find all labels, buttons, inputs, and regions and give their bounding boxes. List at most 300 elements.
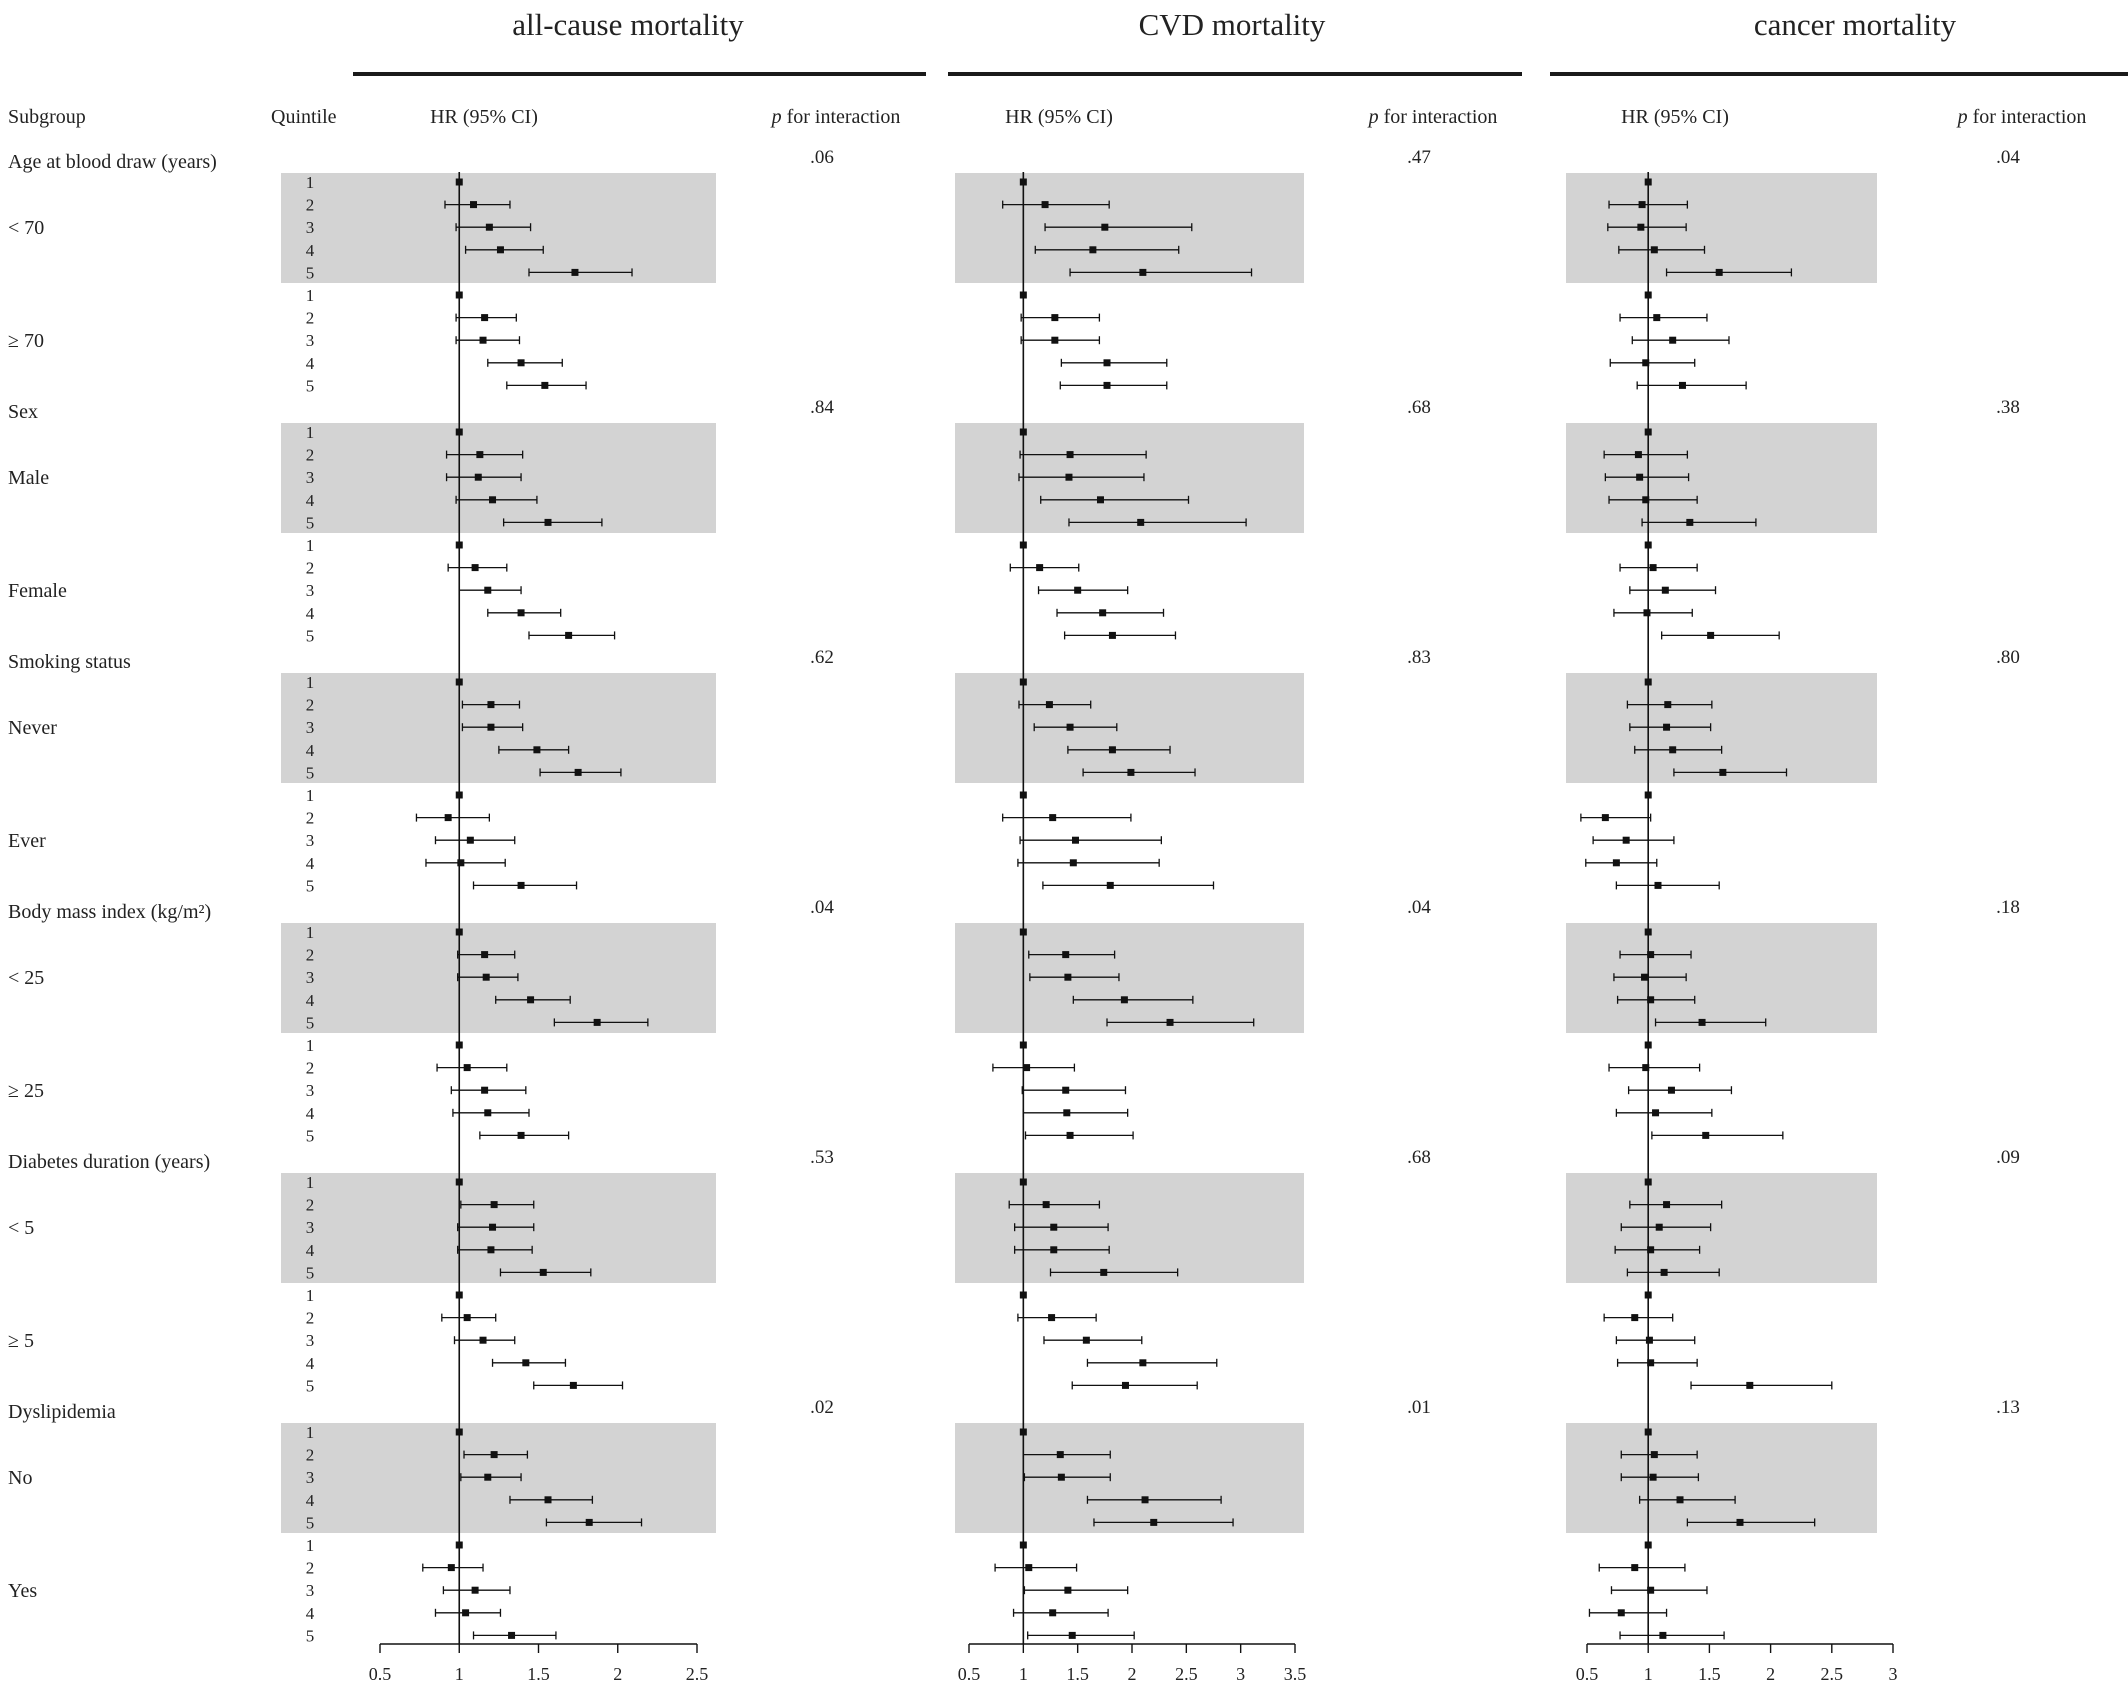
hr-point bbox=[1602, 814, 1609, 821]
quintile-label: 2 bbox=[305, 1195, 315, 1215]
hr-point bbox=[456, 1429, 463, 1436]
hr-point bbox=[1104, 359, 1111, 366]
quintile-label: 1 bbox=[305, 423, 315, 442]
quintile-label: 1 bbox=[305, 923, 315, 942]
quintile-label: 2 bbox=[305, 308, 315, 328]
hr-point bbox=[586, 1519, 593, 1526]
x-tick-label: 3.5 bbox=[1283, 1664, 1307, 1684]
hr-point bbox=[1100, 1269, 1107, 1276]
hr-point bbox=[1036, 564, 1043, 571]
hr-point bbox=[456, 1292, 463, 1299]
hr-point bbox=[445, 814, 452, 821]
section-label: Diabetes duration (years) bbox=[8, 1151, 211, 1173]
subgroup-label: ≥ 25 bbox=[8, 1080, 44, 1103]
hr-point bbox=[1659, 1632, 1666, 1639]
shaded-band bbox=[1566, 1423, 1877, 1533]
hr-point bbox=[1020, 929, 1027, 936]
p-value: .68 bbox=[1407, 1147, 1431, 1168]
p-value: .68 bbox=[1407, 397, 1431, 418]
quintile-label: 4 bbox=[305, 1490, 315, 1510]
quintile-label: 2 bbox=[305, 945, 315, 965]
hr-point bbox=[1639, 201, 1646, 208]
hr-point bbox=[1631, 1314, 1638, 1321]
hr-point bbox=[1064, 1587, 1071, 1594]
hr-point bbox=[1642, 1064, 1649, 1071]
hr-point bbox=[1647, 1359, 1654, 1366]
hr-point bbox=[1167, 1019, 1174, 1026]
hr-point bbox=[1641, 974, 1648, 981]
quintile-label: 5 bbox=[305, 1376, 315, 1396]
subgroup-label: Ever bbox=[8, 830, 46, 853]
hr-point bbox=[1020, 792, 1027, 799]
hr-point bbox=[487, 701, 494, 708]
hr-point bbox=[1669, 337, 1676, 344]
hr-point bbox=[489, 496, 496, 503]
hr-point bbox=[1645, 1179, 1652, 1186]
quintile-label: 3 bbox=[305, 331, 315, 351]
quintile-label: 5 bbox=[305, 876, 315, 896]
hr-point bbox=[1043, 1201, 1050, 1208]
p-value: .47 bbox=[1407, 147, 1431, 168]
hr-point bbox=[497, 246, 504, 253]
quintile-label: 2 bbox=[305, 1308, 315, 1328]
hr-point bbox=[1070, 859, 1077, 866]
x-tick-label: 2 bbox=[1127, 1664, 1137, 1684]
hr-point bbox=[1020, 292, 1027, 299]
shaded-band bbox=[281, 923, 716, 1033]
quintile-label: 1 bbox=[305, 286, 315, 305]
hr-point bbox=[1656, 1224, 1663, 1231]
hr-point bbox=[1647, 951, 1654, 958]
hr-point bbox=[1677, 1496, 1684, 1503]
hr-header: HR (95% CI) bbox=[1005, 106, 1113, 128]
quintile-label: 2 bbox=[305, 1445, 315, 1465]
hr-point bbox=[1020, 179, 1027, 186]
hr-point bbox=[1645, 792, 1652, 799]
hr-point bbox=[1074, 587, 1081, 594]
x-tick-label: 2.5 bbox=[685, 1664, 709, 1684]
quintile-label: 4 bbox=[305, 240, 315, 260]
hr-point bbox=[1647, 1587, 1654, 1594]
hr-point bbox=[518, 609, 525, 616]
hr-point bbox=[1020, 542, 1027, 549]
quintile-label: 4 bbox=[305, 990, 315, 1010]
quintile-label: 3 bbox=[305, 1218, 315, 1238]
hr-point bbox=[1645, 542, 1652, 549]
hr-header: HR (95% CI) bbox=[1621, 106, 1729, 128]
hr-point bbox=[1089, 246, 1096, 253]
hr-point bbox=[1020, 1292, 1027, 1299]
hr-point bbox=[1645, 429, 1652, 436]
hr-point bbox=[1642, 359, 1649, 366]
p-value: .01 bbox=[1407, 1397, 1431, 1418]
hr-point bbox=[486, 224, 493, 231]
quintile-label: 5 bbox=[305, 1013, 315, 1033]
hr-point bbox=[457, 859, 464, 866]
p-value: .13 bbox=[1996, 1397, 2020, 1418]
hr-point bbox=[1107, 882, 1114, 889]
p-value: .80 bbox=[1996, 647, 2020, 668]
hr-point bbox=[1020, 1542, 1027, 1549]
x-tick-label: 1 bbox=[1018, 1664, 1028, 1684]
quintile-label: 4 bbox=[305, 1103, 315, 1123]
quintile-label: 1 bbox=[305, 1286, 315, 1305]
hr-point bbox=[1097, 496, 1104, 503]
quintile-label: 5 bbox=[305, 1513, 315, 1533]
p-value: .02 bbox=[810, 1397, 834, 1418]
x-tick-label: 1.5 bbox=[527, 1664, 550, 1684]
quintile-label: 5 bbox=[305, 763, 315, 783]
quintile-label: 1 bbox=[305, 1423, 315, 1442]
quintile-label: 5 bbox=[305, 1126, 315, 1146]
shaded-band bbox=[955, 673, 1304, 783]
shaded-band bbox=[955, 923, 1304, 1033]
p-label-rest: for interaction bbox=[1378, 106, 1498, 128]
hr-point bbox=[1663, 1201, 1670, 1208]
x-tick-label: 3 bbox=[1888, 1664, 1898, 1684]
x-tick-label: 0.5 bbox=[368, 1664, 392, 1684]
hr-point bbox=[1737, 1519, 1744, 1526]
hr-point bbox=[1063, 1109, 1070, 1116]
hr-point bbox=[1109, 632, 1116, 639]
quintile-label: 2 bbox=[305, 558, 315, 578]
hr-point bbox=[518, 359, 525, 366]
hr-point bbox=[571, 269, 578, 276]
hr-point bbox=[1702, 1132, 1709, 1139]
hr-point bbox=[480, 337, 487, 344]
hr-point bbox=[1707, 632, 1714, 639]
quintile-label: 5 bbox=[305, 1626, 315, 1646]
panel-title: all-cause mortality bbox=[512, 7, 744, 42]
hr-point bbox=[476, 451, 483, 458]
hr-point bbox=[1104, 382, 1111, 389]
hr-point bbox=[1669, 746, 1676, 753]
hr-point bbox=[484, 1474, 491, 1481]
quintile-label: 4 bbox=[305, 1240, 315, 1260]
p-value: .62 bbox=[810, 647, 834, 668]
hr-point bbox=[1109, 746, 1116, 753]
quintile-label: 2 bbox=[305, 808, 315, 828]
quintile-label: 2 bbox=[305, 1558, 315, 1578]
hr-point bbox=[472, 1587, 479, 1594]
hr-point bbox=[541, 382, 548, 389]
section-label: Sex bbox=[8, 401, 38, 423]
quintile-label: 5 bbox=[305, 1263, 315, 1283]
p-value: .83 bbox=[1407, 647, 1431, 668]
hr-point bbox=[1099, 609, 1106, 616]
quintile-label: 3 bbox=[305, 1581, 315, 1601]
hr-point bbox=[1663, 724, 1670, 731]
hr-point bbox=[1746, 1382, 1753, 1389]
hr-point bbox=[484, 1109, 491, 1116]
hr-point bbox=[456, 1042, 463, 1049]
p-value: .84 bbox=[810, 397, 834, 418]
hr-point bbox=[475, 474, 482, 481]
hr-point bbox=[1645, 292, 1652, 299]
quintile-label: 2 bbox=[305, 195, 315, 215]
hr-point bbox=[1023, 1064, 1030, 1071]
quintile-label: 4 bbox=[305, 490, 315, 510]
hr-point bbox=[1618, 1609, 1625, 1616]
hr-point bbox=[1069, 1632, 1076, 1639]
p-value: .04 bbox=[1996, 147, 2020, 168]
quintile-label: 4 bbox=[305, 603, 315, 623]
p-interaction-header bbox=[770, 106, 901, 128]
hr-point bbox=[456, 1542, 463, 1549]
hr-point bbox=[1067, 451, 1074, 458]
hr-point bbox=[545, 1496, 552, 1503]
hr-point bbox=[1064, 974, 1071, 981]
quintile-label: 4 bbox=[305, 1353, 315, 1373]
shaded-band bbox=[955, 1423, 1304, 1533]
hr-point bbox=[456, 679, 463, 686]
hr-point bbox=[508, 1632, 515, 1639]
hr-point bbox=[1121, 996, 1128, 1003]
hr-point bbox=[456, 429, 463, 436]
hr-point bbox=[1049, 814, 1056, 821]
hr-point bbox=[570, 1382, 577, 1389]
quintile-label: 3 bbox=[305, 1468, 315, 1488]
hr-point bbox=[481, 314, 488, 321]
hr-point bbox=[1020, 1179, 1027, 1186]
hr-point bbox=[1664, 701, 1671, 708]
hr-point bbox=[1623, 837, 1630, 844]
p-interaction-header bbox=[1367, 106, 1498, 128]
subgroup-label: ≥ 5 bbox=[8, 1330, 34, 1353]
shaded-band bbox=[281, 173, 716, 283]
hr-point bbox=[1051, 337, 1058, 344]
hr-point bbox=[533, 746, 540, 753]
x-tick-label: 1 bbox=[454, 1664, 464, 1684]
hr-point bbox=[1046, 701, 1053, 708]
hr-point bbox=[1613, 859, 1620, 866]
hr-point bbox=[472, 564, 479, 571]
hr-point bbox=[456, 542, 463, 549]
hr-point bbox=[1072, 837, 1079, 844]
hr-point bbox=[540, 1269, 547, 1276]
hr-point bbox=[456, 792, 463, 799]
x-tick-label: 2 bbox=[1766, 1664, 1776, 1684]
hr-point bbox=[1668, 1087, 1675, 1094]
quintile-label: 2 bbox=[305, 695, 315, 715]
x-tick-label: 1.5 bbox=[1066, 1664, 1089, 1684]
hr-point bbox=[1650, 1474, 1657, 1481]
shaded-band bbox=[1566, 423, 1877, 533]
hr-point bbox=[489, 1224, 496, 1231]
p-value: .04 bbox=[1407, 897, 1431, 918]
x-tick-label: 1 bbox=[1643, 1664, 1653, 1684]
hr-point bbox=[545, 519, 552, 526]
hr-point bbox=[483, 974, 490, 981]
quintile-label: 3 bbox=[305, 218, 315, 238]
quintile-label: 3 bbox=[305, 468, 315, 488]
hr-point bbox=[518, 1132, 525, 1139]
p-value: .09 bbox=[1996, 1147, 2020, 1168]
quintile-label: 4 bbox=[305, 853, 315, 873]
subgroup-label: < 5 bbox=[8, 1217, 35, 1240]
x-tick-label: 1.5 bbox=[1698, 1664, 1721, 1684]
hr-point bbox=[456, 179, 463, 186]
quintile-label: 3 bbox=[305, 1331, 315, 1351]
shaded-band bbox=[281, 1173, 716, 1283]
hr-point bbox=[565, 632, 572, 639]
hr-point bbox=[480, 1337, 487, 1344]
hr-point bbox=[1083, 1337, 1090, 1344]
shaded-band bbox=[281, 423, 716, 533]
hr-point bbox=[1067, 1132, 1074, 1139]
hr-point bbox=[1020, 1429, 1027, 1436]
quintile-label: 1 bbox=[305, 673, 315, 692]
p-label-rest: for interaction bbox=[781, 106, 901, 128]
hr-point bbox=[481, 951, 488, 958]
panel-title: CVD mortality bbox=[1138, 7, 1326, 42]
hr-point bbox=[1643, 609, 1650, 616]
hr-point bbox=[1719, 769, 1726, 776]
section-label: Body mass index (kg/m²) bbox=[8, 901, 212, 923]
x-tick-label: 2.5 bbox=[1820, 1664, 1844, 1684]
hr-point bbox=[1647, 996, 1654, 1003]
quintile-label: 5 bbox=[305, 263, 315, 283]
hr-point bbox=[522, 1359, 529, 1366]
hr-point bbox=[1150, 1519, 1157, 1526]
hr-point bbox=[1650, 564, 1657, 571]
hr-point bbox=[1048, 1314, 1055, 1321]
hr-point bbox=[1067, 724, 1074, 731]
hr-point bbox=[1042, 201, 1049, 208]
quintile-label: 3 bbox=[305, 718, 315, 738]
hr-point bbox=[462, 1609, 469, 1616]
hr-point bbox=[1635, 451, 1642, 458]
p-value: .18 bbox=[1996, 897, 2020, 918]
p-value: .04 bbox=[810, 897, 834, 918]
hr-point bbox=[1647, 1246, 1654, 1253]
hr-point bbox=[1020, 679, 1027, 686]
hr-point bbox=[1646, 1337, 1653, 1344]
hr-point bbox=[1101, 224, 1108, 231]
section-label: Smoking status bbox=[8, 651, 131, 673]
shaded-band bbox=[281, 1423, 716, 1533]
hr-point bbox=[470, 201, 477, 208]
hr-point bbox=[1020, 429, 1027, 436]
x-tick-label: 3 bbox=[1236, 1664, 1246, 1684]
quintile-label: 5 bbox=[305, 513, 315, 533]
hr-point bbox=[1062, 951, 1069, 958]
quintile-label: 1 bbox=[305, 536, 315, 555]
hr-point bbox=[1661, 1269, 1668, 1276]
subgroup-label: Never bbox=[8, 717, 57, 740]
hr-point bbox=[1651, 1451, 1658, 1458]
hr-point bbox=[1637, 224, 1644, 231]
hr-point bbox=[1645, 1429, 1652, 1436]
hr-point bbox=[1050, 1224, 1057, 1231]
x-tick-label: 0.5 bbox=[1575, 1664, 1599, 1684]
x-tick-label: 2 bbox=[613, 1664, 623, 1684]
hr-point bbox=[1049, 1609, 1056, 1616]
hr-point bbox=[491, 1451, 498, 1458]
quintile-label: 2 bbox=[305, 445, 315, 465]
hr-point bbox=[1062, 1087, 1069, 1094]
hr-point bbox=[487, 724, 494, 731]
subgroup-label: Yes bbox=[8, 1580, 38, 1603]
hr-point bbox=[1631, 1564, 1638, 1571]
shaded-band bbox=[955, 1173, 1304, 1283]
hr-point bbox=[1051, 314, 1058, 321]
quintile-label: 1 bbox=[305, 1173, 315, 1192]
hr-point bbox=[1652, 1109, 1659, 1116]
hr-point bbox=[481, 1087, 488, 1094]
hr-point bbox=[518, 882, 525, 889]
hr-point bbox=[1679, 382, 1686, 389]
quintile-label: 5 bbox=[305, 376, 315, 396]
shaded-band bbox=[955, 423, 1304, 533]
quintile-label: 5 bbox=[305, 626, 315, 646]
hr-point bbox=[1122, 1382, 1129, 1389]
hr-point bbox=[575, 769, 582, 776]
hr-header: HR (95% CI) bbox=[430, 106, 538, 128]
quintile-label: 1 bbox=[305, 1036, 315, 1055]
subgroup-label: Male bbox=[8, 467, 50, 490]
hr-point bbox=[1025, 1564, 1032, 1571]
section-label: Dyslipidemia bbox=[8, 1401, 116, 1423]
hr-point bbox=[467, 837, 474, 844]
hr-point bbox=[456, 1179, 463, 1186]
p-value: .53 bbox=[810, 1147, 834, 1168]
p-letter: p bbox=[771, 106, 782, 128]
panel-title: cancer mortality bbox=[1753, 7, 1957, 42]
section-label: Age at blood draw (years) bbox=[8, 151, 217, 173]
p-value: .06 bbox=[810, 147, 834, 168]
quintile-label: 4 bbox=[305, 1603, 315, 1623]
hr-point bbox=[1645, 929, 1652, 936]
quintile-label: 1 bbox=[305, 173, 315, 192]
hr-point bbox=[1642, 496, 1649, 503]
hr-point bbox=[1139, 1359, 1146, 1366]
hr-point bbox=[1645, 1542, 1652, 1549]
quintile-label: 4 bbox=[305, 740, 315, 760]
hr-point bbox=[491, 1201, 498, 1208]
hr-point bbox=[464, 1314, 471, 1321]
hr-point bbox=[1686, 519, 1693, 526]
hr-point bbox=[1065, 474, 1072, 481]
hr-point bbox=[484, 587, 491, 594]
hr-point bbox=[464, 1064, 471, 1071]
hr-point bbox=[1662, 587, 1669, 594]
subgroup-label: < 70 bbox=[8, 217, 45, 240]
hr-point bbox=[1057, 1451, 1064, 1458]
shaded-band bbox=[1566, 1173, 1877, 1283]
hr-point bbox=[594, 1019, 601, 1026]
subgroup-label: No bbox=[8, 1467, 33, 1490]
hr-point bbox=[1139, 269, 1146, 276]
shaded-band bbox=[1566, 673, 1877, 783]
hr-point bbox=[448, 1564, 455, 1571]
quintile-label: 3 bbox=[305, 968, 315, 988]
hr-point bbox=[1058, 1474, 1065, 1481]
hr-point bbox=[1651, 246, 1658, 253]
hr-point bbox=[1645, 1042, 1652, 1049]
quintile-label: 4 bbox=[305, 353, 315, 373]
quintile-label: 3 bbox=[305, 1081, 315, 1101]
hr-point bbox=[1020, 1042, 1027, 1049]
hr-point bbox=[1142, 1496, 1149, 1503]
hr-point bbox=[1050, 1246, 1057, 1253]
hr-point bbox=[1636, 474, 1643, 481]
hr-point bbox=[487, 1246, 494, 1253]
subgroup-header: Subgroup bbox=[8, 106, 86, 128]
p-letter: p bbox=[1368, 106, 1379, 128]
hr-point bbox=[1653, 314, 1660, 321]
p-letter: p bbox=[1957, 106, 1968, 128]
